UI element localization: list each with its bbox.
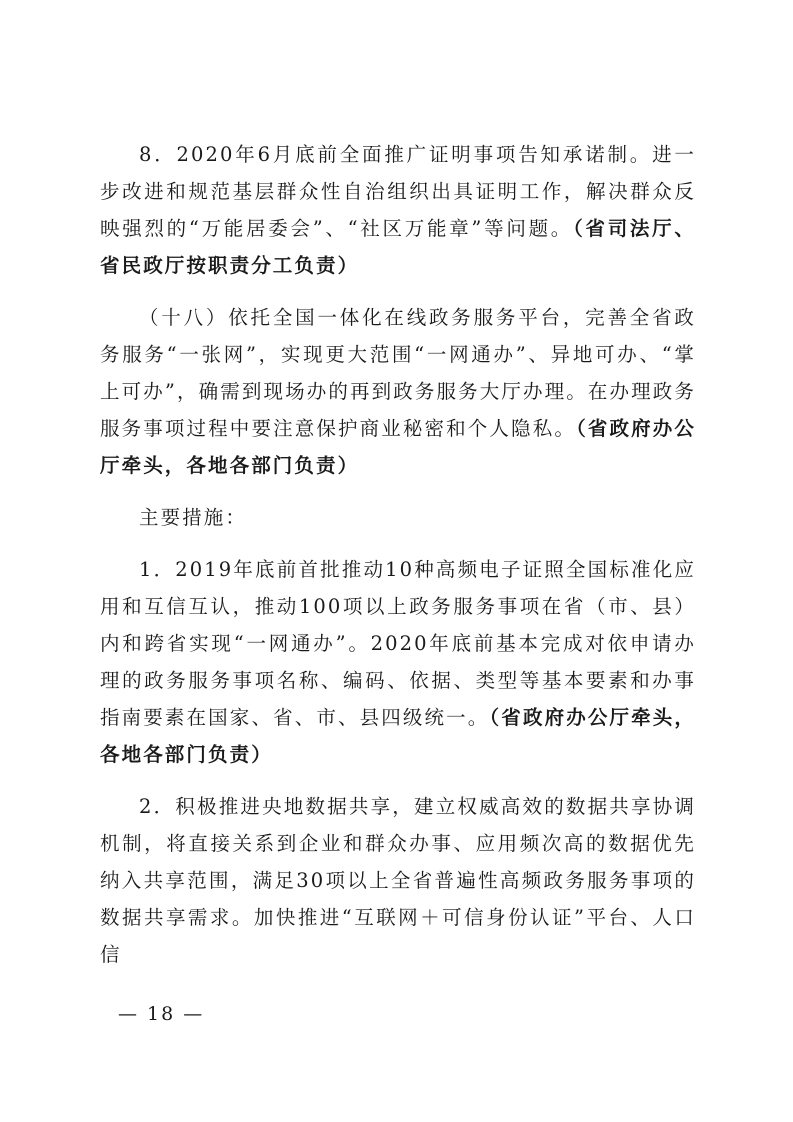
heading-text: 主要措施：: [139, 506, 248, 529]
paragraph-text: 8．2020年6月底前全面推广证明事项告知承诺制。进一步改进和规范基层群众性自治组织出具证明工作，解决群众反映强烈的“万能居委会”、“社区万能章”等问题。: [100, 143, 696, 240]
paragraph-text: 1．2019年底前首批推动10种高频电子证照全国标准化应用和互信互认，推动100项以上政务服务事项在省（市、县）内和跨省实现“一网通办”。2020年底前基本完成对依申请办理的政务服务事项名称、编码、依据、类型等基本要素和办事指南要素在国家、省、市、县四级统一。: [100, 558, 696, 729]
responsibility-note: （省政府办公厅牵头，各地各部门负责）: [100, 417, 696, 477]
paragraph-text: 2．积极推进央地数据共享，建立权威高效的数据共享协调机制，将直接关系到企业和群众办事、应用频次高的数据优先纳入共享范围，满足30项以上全省普遍性高频政务服务事项的数据共享需求。加快推进“互联网＋可信身份认证”平台、人口信: [100, 795, 696, 966]
document-body: [100, 136, 696, 988]
responsibility-note: （省政府办公厅牵头，各地各部门负责）: [100, 706, 696, 766]
page-number: — 18 —: [118, 1003, 205, 1025]
measures-heading: [100, 499, 696, 536]
paragraph-text: （十八）依托全国一体化在线政务服务平台，完善全省政务服务“一张网”，实现更大范围“一网通办”、异地可办、“掌上可办”，确需到现场办的再到政务服务大厅办理。在办理政务服务事项过程中要注意保护商业秘密和个人隐私。: [100, 306, 696, 440]
paragraph-measure-1: [100, 551, 696, 773]
paragraph-item-8: [100, 136, 696, 284]
paragraph-section-18: [100, 299, 696, 484]
paragraph-measure-2: [100, 788, 696, 973]
responsibility-note: （省司法厅、省民政厅按职责分工负责）: [100, 217, 696, 277]
